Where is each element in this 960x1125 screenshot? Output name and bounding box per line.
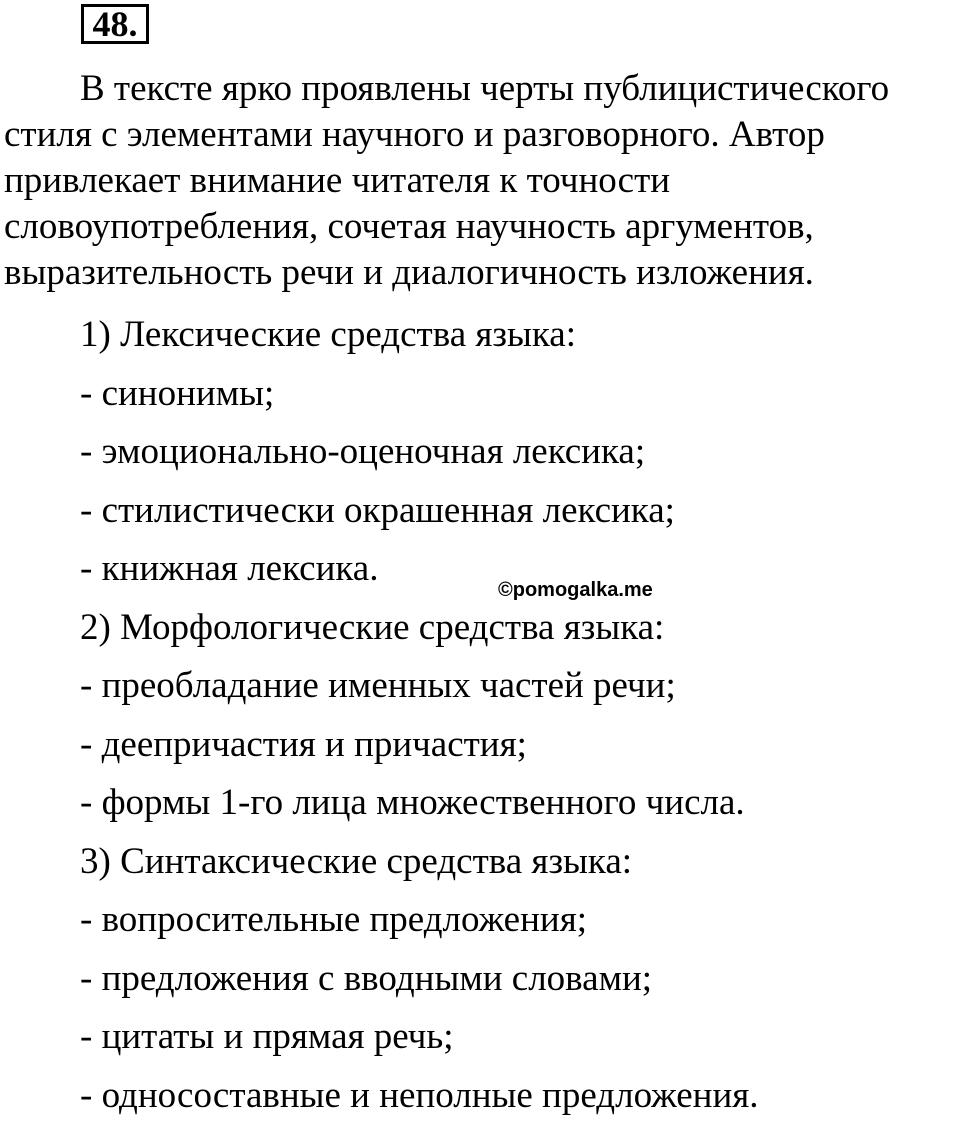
- list-item: - деепричастия и причастия;: [80, 716, 759, 775]
- intro-line: стиля с элементами научного и разговорного. Автор: [4, 112, 960, 158]
- list-item: - предложения с вводными словами;: [80, 950, 759, 1009]
- means-list: [80, 306, 759, 1125]
- list-item: - эмоционально-оценочная лексика;: [80, 423, 759, 482]
- section-heading-syntactic: 3) Синтаксические средства языка:: [80, 833, 759, 892]
- list-item: - односоставные и неполные предложения.: [80, 1067, 759, 1125]
- watermark-text: ©pomogalka.me: [498, 578, 653, 602]
- list-item: - книжная лексика.: [80, 540, 759, 599]
- list-item: - стилистически окрашенная лексика;: [80, 482, 759, 541]
- section-heading-morphological: 2) Морфологические средства языка:: [80, 599, 759, 658]
- intro-line: привлекает внимание читателя к точности: [4, 158, 960, 204]
- list-item: - вопросительные предложения;: [80, 891, 759, 950]
- intro-line: словоупотребления, сочетая научность аргументов,: [4, 204, 960, 250]
- task-number-box: 48.: [81, 4, 149, 44]
- intro-paragraph: [4, 66, 960, 296]
- section-heading-lexical: 1) Лексические средства языка:: [80, 306, 759, 365]
- list-item: - цитаты и прямая речь;: [80, 1008, 759, 1067]
- intro-line: В тексте ярко проявлены черты публицистического: [4, 66, 960, 112]
- list-item: - синонимы;: [80, 365, 759, 424]
- list-item: - преобладание именных частей речи;: [80, 657, 759, 716]
- intro-line: выразительность речи и диалогичность изложения.: [4, 250, 960, 296]
- list-item: - формы 1-го лица множественного числа.: [80, 774, 759, 833]
